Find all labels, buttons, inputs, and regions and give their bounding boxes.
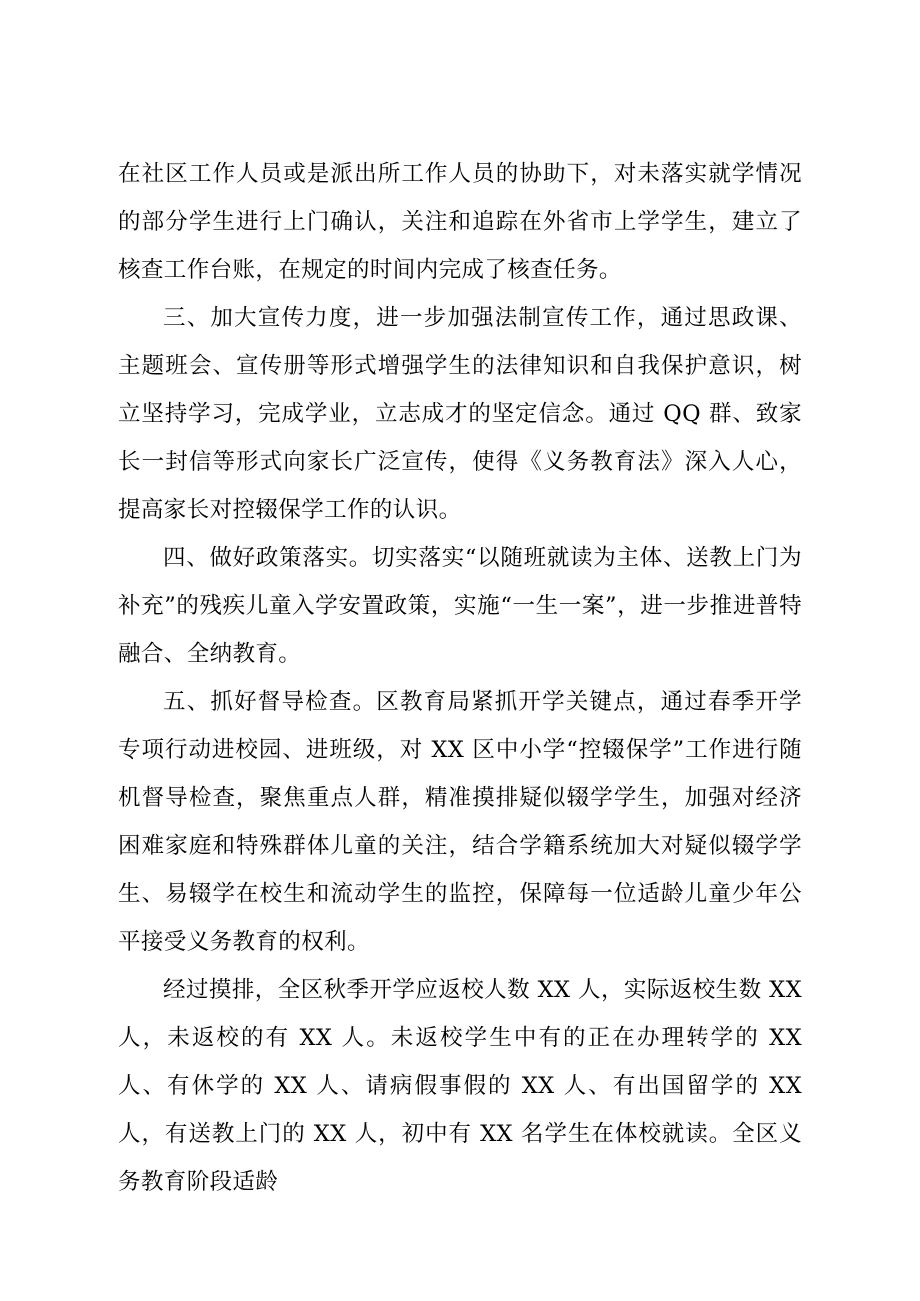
paragraph-statistics: 经过摸排，全区秋季开学应返校人数 XX 人，实际返校生数 XX 人，未返校的有 XX 人。未返校学生中有的正在办理转学的 XX 人、有休学的 XX 人、请病假事假的 XX 人、有出国留学的 XX 人，有送教上门的 XX 人，初中有 XX 名学生在体校就读。全区义务教育阶段适龄 [118, 977, 802, 1195]
paragraph-section-five: 五、抓好督导检查。区教育局紧抓开学关键点，通过春季开学专项行动进校园、进班级，对 XX 区中小学“控辍保学”工作进行随机督导检查，聚焦重点人群，精准摸排疑似辍学学生，加强对经济困难家庭和特殊群体儿童的关注，结合学籍系统加大对疑似辍学学生、易辍学在校生和流动学生的监控，保障每一位适龄儿童少年公平接受义务教育的权利。 [118, 689, 802, 955]
paragraph-section-three: 三、加大宣传力度，进一步加强法制宣传工作，通过思政课、主题班会、宣传册等形式增强学生的法律知识和自我保护意识，树立坚持学习，完成学业，立志成才的坚定信念。通过 QQ 群、致家长一封信等形式向家长广泛宣传，使得《义务教育法》深入人心，提高家长对控辍保学工作的认识。 [118, 305, 802, 523]
paragraph-section-four: 四、做好政策落实。切实落实“以随班就读为主体、送教上门为补充”的残疾儿童入学安置政策，实施“一生一案”，进一步推进普特融合、全纳教育。 [118, 545, 802, 667]
paragraph-continuation: 在社区工作人员或是派出所工作人员的协助下，对未落实就学情况的部分学生进行上门确认，关注和追踪在外省市上学学生，建立了核查工作台账，在规定的时间内完成了核查任务。 [118, 161, 802, 283]
